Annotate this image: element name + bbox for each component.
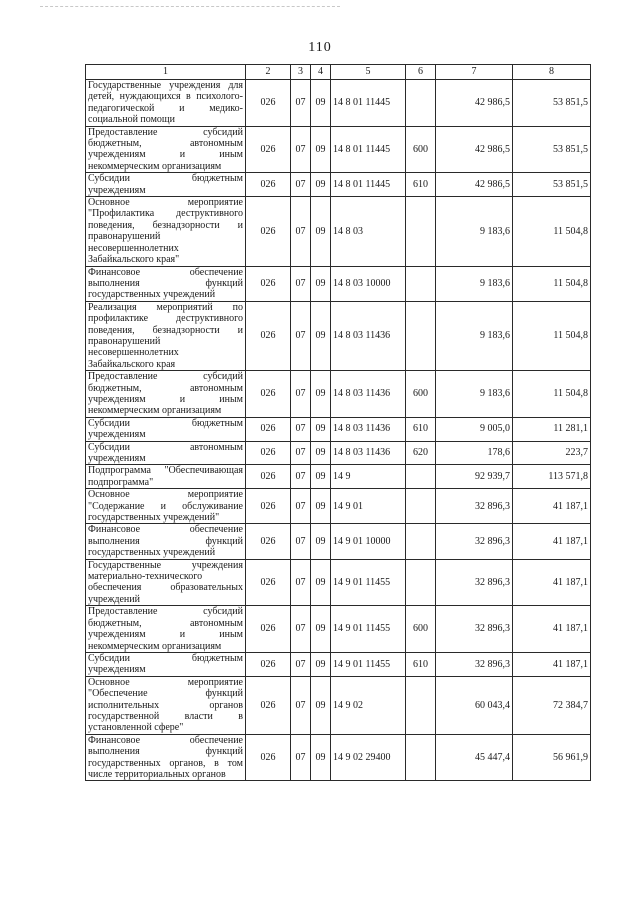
amount-year-2: 11 504,8 [513, 266, 591, 301]
expense-type-code [406, 80, 436, 127]
header-col-2: 2 [246, 65, 291, 80]
subsection-code: 09 [311, 734, 331, 781]
target-article-code: 14 8 03 10000 [331, 266, 406, 301]
subsection-code: 09 [311, 489, 331, 524]
section-code: 07 [291, 441, 311, 465]
expense-type-code: 610 [406, 417, 436, 441]
item-name: Реализация мероприятий по профилактике деструктивного поведения, безнадзорности и правонарушений несовершеннолетних Забайкальского края [86, 301, 246, 370]
target-article-code: 14 8 01 11445 [331, 126, 406, 173]
table-header-row [86, 65, 591, 80]
section-code: 07 [291, 465, 311, 489]
admin-code: 026 [246, 676, 291, 734]
section-code: 07 [291, 676, 311, 734]
item-name: Финансовое обеспечение выполнения функций государственных органов, в том числе территориальных органов [86, 734, 246, 781]
subsection-code: 09 [311, 173, 331, 197]
section-code: 07 [291, 524, 311, 559]
item-name: Предоставление субсидий бюджетным, автономным учреждениям и иным некоммерческим организациям [86, 126, 246, 173]
admin-code: 026 [246, 266, 291, 301]
expense-type-code [406, 734, 436, 781]
target-article-code: 14 9 01 11455 [331, 606, 406, 653]
amount-year-1: 9 183,6 [436, 301, 513, 370]
expense-type-code [406, 266, 436, 301]
subsection-code: 09 [311, 606, 331, 653]
amount-year-2: 53 851,5 [513, 80, 591, 127]
subsection-code: 09 [311, 417, 331, 441]
admin-code: 026 [246, 559, 291, 606]
amount-year-2: 41 187,1 [513, 489, 591, 524]
item-name: Государственные учреждения для детей, нуждающихся в психолого-педагогической и медико-социальной помощи [86, 80, 246, 127]
amount-year-1: 42 986,5 [436, 173, 513, 197]
header-col-4: 4 [311, 65, 331, 80]
subsection-code: 09 [311, 266, 331, 301]
section-code: 07 [291, 173, 311, 197]
section-code: 07 [291, 371, 311, 418]
admin-code: 026 [246, 371, 291, 418]
amount-year-2: 72 384,7 [513, 676, 591, 734]
table-row [86, 676, 591, 734]
table-row [86, 524, 591, 559]
table-row [86, 173, 591, 197]
target-article-code: 14 8 03 11436 [331, 371, 406, 418]
amount-year-1: 32 896,3 [436, 559, 513, 606]
amount-year-2: 53 851,5 [513, 126, 591, 173]
target-article-code: 14 9 01 10000 [331, 524, 406, 559]
table-row [86, 266, 591, 301]
admin-code: 026 [246, 301, 291, 370]
admin-code: 026 [246, 441, 291, 465]
section-code: 07 [291, 606, 311, 653]
amount-year-2: 41 187,1 [513, 652, 591, 676]
target-article-code: 14 9 [331, 465, 406, 489]
table-row [86, 441, 591, 465]
amount-year-2: 56 961,9 [513, 734, 591, 781]
item-name: Субсидии бюджетным учреждениям [86, 417, 246, 441]
amount-year-1: 42 986,5 [436, 126, 513, 173]
admin-code: 026 [246, 524, 291, 559]
table-row [86, 465, 591, 489]
amount-year-1: 32 896,3 [436, 652, 513, 676]
section-code: 07 [291, 417, 311, 441]
amount-year-2: 11 504,8 [513, 197, 591, 266]
subsection-code: 09 [311, 652, 331, 676]
table-row [86, 301, 591, 370]
amount-year-2: 113 571,8 [513, 465, 591, 489]
subsection-code: 09 [311, 465, 331, 489]
item-name: Подпрограмма "Обеспечивающая подпрограмма" [86, 465, 246, 489]
expense-type-code [406, 465, 436, 489]
amount-year-2: 11 504,8 [513, 371, 591, 418]
expense-type-code: 610 [406, 173, 436, 197]
budget-table [85, 64, 591, 781]
section-code: 07 [291, 489, 311, 524]
admin-code: 026 [246, 465, 291, 489]
section-code: 07 [291, 126, 311, 173]
header-col-1: 1 [86, 65, 246, 80]
page-number: 110 [308, 40, 332, 55]
admin-code: 026 [246, 80, 291, 127]
admin-code: 026 [246, 126, 291, 173]
target-article-code: 14 9 01 11455 [331, 559, 406, 606]
admin-code: 026 [246, 734, 291, 781]
table-row [86, 80, 591, 127]
amount-year-1: 92 939,7 [436, 465, 513, 489]
amount-year-2: 11 281,1 [513, 417, 591, 441]
expense-type-code [406, 559, 436, 606]
item-name: Основное мероприятие "Обеспечение функций исполнительных органов государственной власти в установленной сфере" [86, 676, 246, 734]
target-article-code: 14 8 03 11436 [331, 417, 406, 441]
amount-year-1: 42 986,5 [436, 80, 513, 127]
amount-year-2: 53 851,5 [513, 173, 591, 197]
item-name: Финансовое обеспечение выполнения функций государственных учреждений [86, 266, 246, 301]
admin-code: 026 [246, 652, 291, 676]
header-col-6: 6 [406, 65, 436, 80]
target-article-code: 14 8 03 [331, 197, 406, 266]
subsection-code: 09 [311, 126, 331, 173]
expense-type-code [406, 489, 436, 524]
subsection-code: 09 [311, 371, 331, 418]
section-code: 07 [291, 197, 311, 266]
subsection-code: 09 [311, 80, 331, 127]
section-code: 07 [291, 559, 311, 606]
expense-type-code: 610 [406, 652, 436, 676]
amount-year-2: 41 187,1 [513, 524, 591, 559]
expense-type-code [406, 676, 436, 734]
item-name: Предоставление субсидий бюджетным, автономным учреждениям и иным некоммерческим организациям [86, 371, 246, 418]
table-row [86, 606, 591, 653]
target-article-code: 14 9 01 11455 [331, 652, 406, 676]
expense-type-code [406, 197, 436, 266]
item-name: Финансовое обеспечение выполнения функций государственных учреждений [86, 524, 246, 559]
expense-type-code [406, 524, 436, 559]
item-name: Субсидии автономным учреждениям [86, 441, 246, 465]
amount-year-2: 41 187,1 [513, 559, 591, 606]
target-article-code: 14 8 01 11445 [331, 80, 406, 127]
table-row [86, 126, 591, 173]
item-name: Субсидии бюджетным учреждениям [86, 652, 246, 676]
item-name: Основное мероприятие "Содержание и обслуживание государственных учреждений" [86, 489, 246, 524]
table-row [86, 734, 591, 781]
target-article-code: 14 8 03 11436 [331, 301, 406, 370]
amount-year-1: 32 896,3 [436, 606, 513, 653]
table-body [86, 80, 591, 781]
expense-type-code: 600 [406, 606, 436, 653]
target-article-code: 14 9 02 [331, 676, 406, 734]
amount-year-1: 178,6 [436, 441, 513, 465]
target-article-code: 14 9 01 [331, 489, 406, 524]
item-name: Государственные учреждения материально-технического обеспечения образовательных учреждений [86, 559, 246, 606]
admin-code: 026 [246, 489, 291, 524]
amount-year-1: 60 043,4 [436, 676, 513, 734]
amount-year-2: 223,7 [513, 441, 591, 465]
expense-type-code: 600 [406, 371, 436, 418]
expense-type-code [406, 301, 436, 370]
target-article-code: 14 8 03 11436 [331, 441, 406, 465]
section-code: 07 [291, 652, 311, 676]
subsection-code: 09 [311, 441, 331, 465]
header-col-8: 8 [513, 65, 591, 80]
item-name: Предоставление субсидий бюджетным, автономным учреждениям и иным некоммерческим организациям [86, 606, 246, 653]
subsection-code: 09 [311, 559, 331, 606]
table-row [86, 371, 591, 418]
amount-year-1: 9 183,6 [436, 371, 513, 418]
header-col-7: 7 [436, 65, 513, 80]
table-row [86, 489, 591, 524]
amount-year-1: 9 005,0 [436, 417, 513, 441]
target-article-code: 14 8 01 11445 [331, 173, 406, 197]
header-col-5: 5 [331, 65, 406, 80]
amount-year-1: 9 183,6 [436, 197, 513, 266]
admin-code: 026 [246, 197, 291, 266]
amount-year-2: 11 504,8 [513, 301, 591, 370]
amount-year-1: 32 896,3 [436, 489, 513, 524]
expense-type-code: 620 [406, 441, 436, 465]
admin-code: 026 [246, 173, 291, 197]
amount-year-1: 32 896,3 [436, 524, 513, 559]
header-col-3: 3 [291, 65, 311, 80]
amount-year-2: 41 187,1 [513, 606, 591, 653]
admin-code: 026 [246, 417, 291, 441]
subsection-code: 09 [311, 524, 331, 559]
subsection-code: 09 [311, 676, 331, 734]
section-code: 07 [291, 734, 311, 781]
scan-artifact-line [40, 6, 340, 8]
section-code: 07 [291, 266, 311, 301]
table-row [86, 652, 591, 676]
subsection-code: 09 [311, 197, 331, 266]
section-code: 07 [291, 80, 311, 127]
expense-type-code: 600 [406, 126, 436, 173]
amount-year-1: 45 447,4 [436, 734, 513, 781]
section-code: 07 [291, 301, 311, 370]
subsection-code: 09 [311, 301, 331, 370]
table-row [86, 417, 591, 441]
table-row [86, 559, 591, 606]
amount-year-1: 9 183,6 [436, 266, 513, 301]
admin-code: 026 [246, 606, 291, 653]
table-row [86, 197, 591, 266]
item-name: Основное мероприятие "Профилактика деструктивного поведения, безнадзорности и правонарушений несовершеннолетних Забайкальского края" [86, 197, 246, 266]
target-article-code: 14 9 02 29400 [331, 734, 406, 781]
item-name: Субсидии бюджетным учреждениям [86, 173, 246, 197]
